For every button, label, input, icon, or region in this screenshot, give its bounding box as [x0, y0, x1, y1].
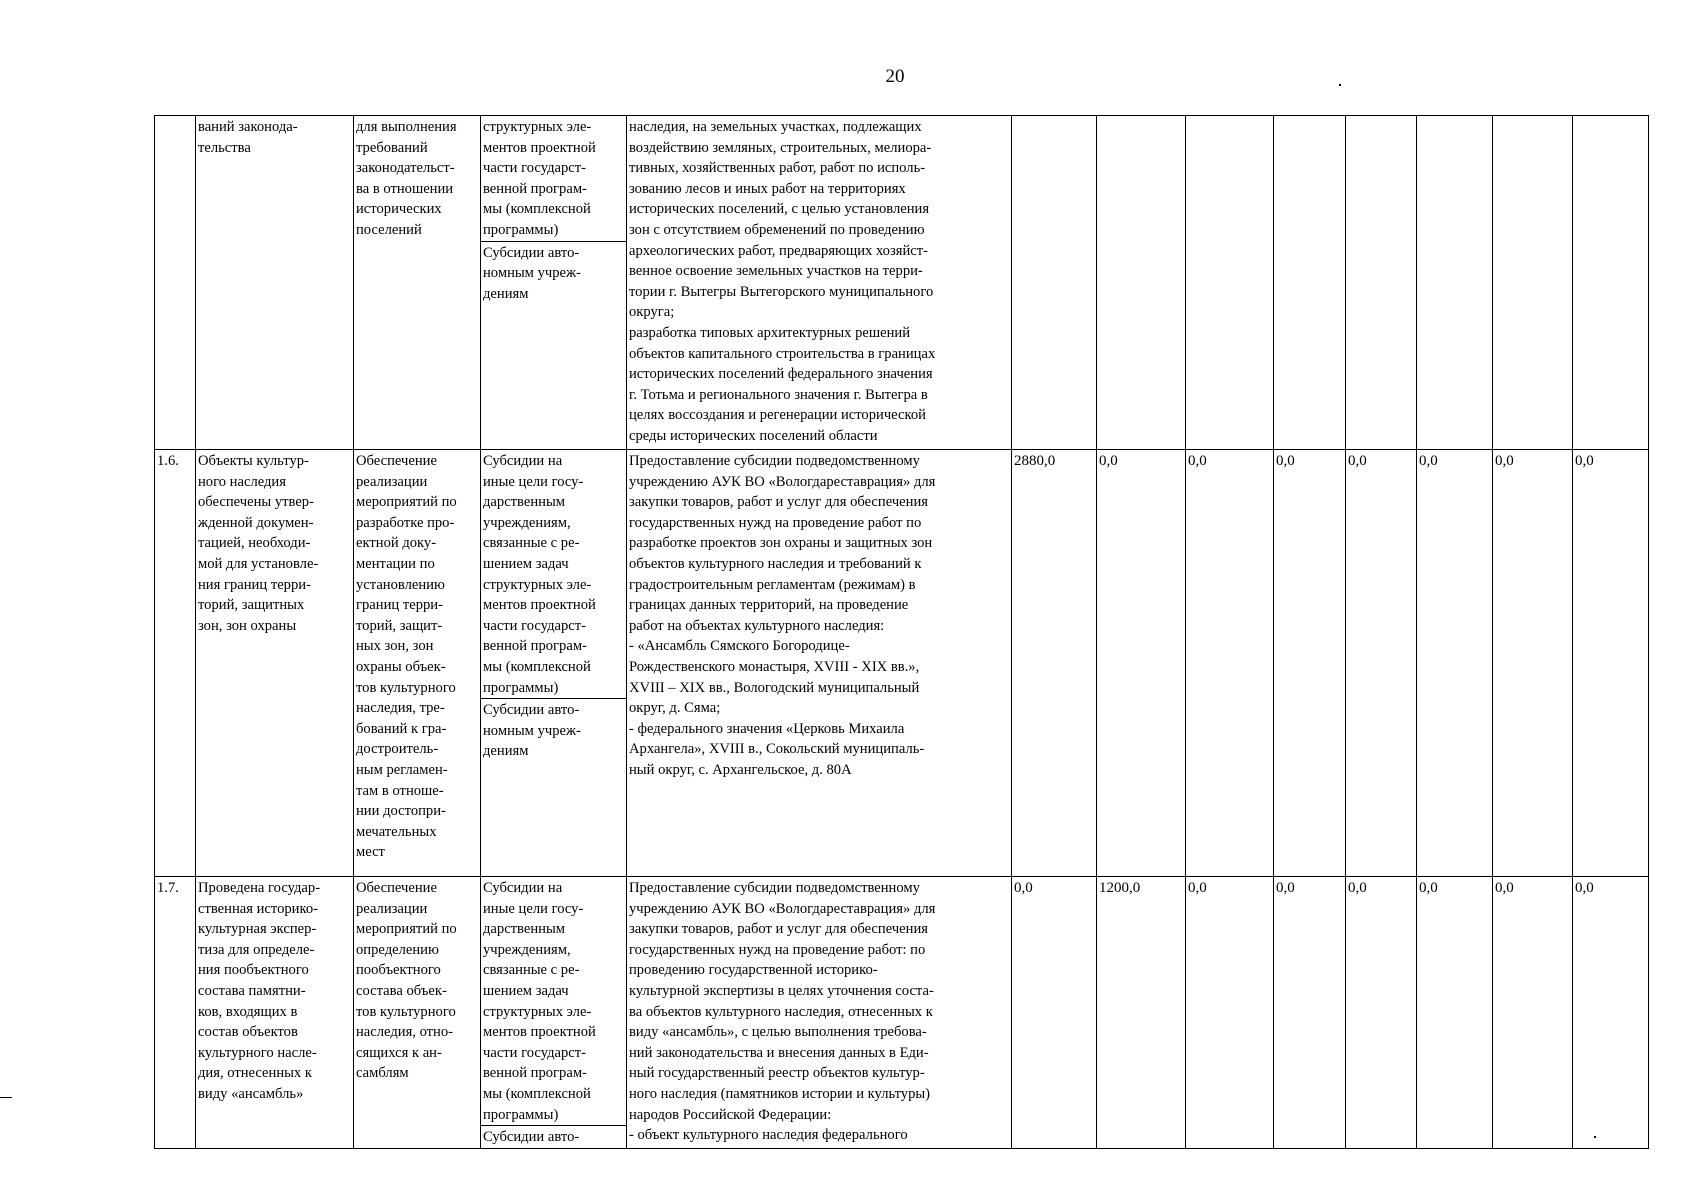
- cell-val-4: 0,0: [1274, 877, 1346, 1149]
- expense-subitem: Субсидии авто- номным учреж- дениям: [481, 698, 626, 762]
- cell-val-5: 0,0: [1346, 877, 1417, 1149]
- cell-number: [155, 116, 196, 450]
- cell-val-2: 0,0: [1097, 450, 1186, 877]
- expense-subitem: Субсидии авто-: [481, 1125, 626, 1148]
- cell-result: Объекты культур- ного наследия обеспечены утвер- жденной докумен- тацией, необходи- мой для установле- ния границ терри- торий, защитных зон, зон охраны: [196, 450, 354, 877]
- expense-subitem: Субсидии на иные цели госу- дарственным учреждениям, связанные с ре- шением задач структурных эле- ментов проектной части государст- венной програм- мы (комплексной программы): [483, 880, 596, 1123]
- cell-val-2: [1097, 116, 1186, 450]
- cell-result: ваний законода- тельства: [196, 116, 354, 450]
- cell-val-7: [1493, 116, 1573, 450]
- cell-task: Обеспечение реализации мероприятий по разработке про- ектной доку- ментации по установлению границ терри- торий, защит- ных зон, зон охраны объек- тов культурного наследия, тре- бований к гра- достроитель- ным регламен- там в отноше- нии достопри- мечательных мест: [354, 450, 481, 877]
- cell-expense-type: [481, 450, 627, 877]
- cell-val-1: 2880,0: [1012, 450, 1097, 877]
- expense-subitem: Субсидии авто- номным учреж- дениям: [481, 241, 626, 305]
- cell-val-7: 0,0: [1493, 877, 1573, 1149]
- cell-val-7: 0,0: [1493, 450, 1573, 877]
- cell-val-8: [1573, 116, 1649, 450]
- cell-number: 1.6.: [155, 450, 196, 877]
- scan-speck: [1594, 1136, 1596, 1138]
- cell-val-6: [1417, 116, 1493, 450]
- cell-val-3: 0,0: [1186, 877, 1274, 1149]
- cell-val-1: [1012, 116, 1097, 450]
- cell-val-5: 0,0: [1346, 450, 1417, 877]
- cell-val-3: [1186, 116, 1274, 450]
- table-row: [155, 116, 1649, 450]
- cell-task: для выполнения требований законодательст- ва в отношении исторических поселений: [354, 116, 481, 450]
- cell-val-5: [1346, 116, 1417, 450]
- scan-mark: [0, 1097, 12, 1098]
- cell-number: 1.7.: [155, 877, 196, 1149]
- table-row: [155, 877, 1649, 1149]
- table-row: [155, 450, 1649, 877]
- cell-val-6: 0,0: [1417, 450, 1493, 877]
- cell-activity: наследия, на земельных участках, подлежащих воздействию земляных, строительных, мелиора- тивных, хозяйственных работ, работ по исполь- зованию лесов и иных работ на территориях исторических поселений, с целью установления зон с отсутствием обременений по проведению археологических работ, предваряющих хозяйст- венное освоение земельных участков на терри- тории г. Вытегры Вытегорского муниципального округа; разработка типовых архитектурных решений объектов капитального строительства в границах исторических поселений федерального значения г. Тотьма и регионального значения г. Вытегра в целях воссоздания и регенерации исторической среды исторических поселений области: [627, 116, 1012, 450]
- cell-activity: Предоставление субсидии подведомственному учреждению АУК ВО «Вологдареставрация» для закупки товаров, работ и услуг для обеспечения государственных нужд на проведение работ: по проведению государственной историко- культурной экспертизы в целях уточнения соста- ва объектов культурного наследия, отнесенных к виду «ансамбль», с целью выполнения требова- ний законодательства и внесения данных в Еди- ный государственный реестр объектов культур- ного наследия (памятников истории и культуры) народов Российской Федерации: - объект культурного наследия федерального: [627, 877, 1012, 1149]
- cell-activity: Предоставление субсидии подведомственному учреждению АУК ВО «Вологдареставрация» для закупки товаров, работ и услуг для обеспечения государственных нужд на проведение работ по разработке проектов зон охраны и защитных зон объектов культурного наследия и требований к градостроительным регламентам (режимам) в границах данных территорий, на проведение работ на объектах культурного наследия: - «Ансамбль Сямского Богородице- Рождественского монастыря, XVIII - XIX вв.», XVIII – XIX вв., Вологодский муниципальный округ, д. Сяма; - федерального значения «Церковь Михаила Архангела», XVIII в., Сокольский муниципаль- ный округ, с. Архангельское, д. 80А: [627, 450, 1012, 877]
- cell-val-3: 0,0: [1186, 450, 1274, 877]
- cell-val-4: 0,0: [1274, 450, 1346, 877]
- cell-result: Проведена государ- ственная историко- культурная экспер- тиза для определе- ния пообъектного состава памятни- ков, входящих в состав объектов культурного насле- дия, отнесенных к виду «ансамбль»: [196, 877, 354, 1149]
- cell-val-8: 0,0: [1573, 877, 1649, 1149]
- scan-speck: [1339, 84, 1341, 86]
- cell-val-1: 0,0: [1012, 877, 1097, 1149]
- cell-val-2: 1200,0: [1097, 877, 1186, 1149]
- cell-expense-type: [481, 877, 627, 1149]
- cell-val-8: 0,0: [1573, 450, 1649, 877]
- program-activities-table: [154, 115, 1649, 1149]
- cell-val-4: [1274, 116, 1346, 450]
- expense-subitem: структурных эле- ментов проектной части государст- венной програм- мы (комплексной программы): [483, 119, 596, 238]
- cell-expense-type: [481, 116, 627, 450]
- expense-subitem: Субсидии на иные цели госу- дарственным учреждениям, связанные с ре- шением задач структурных эле- ментов проектной части государст- венной програм- мы (комплексной программы): [483, 453, 596, 696]
- cell-val-6: 0,0: [1417, 877, 1493, 1149]
- page-number: 20: [885, 66, 905, 87]
- cell-task: Обеспечение реализации мероприятий по определению пообъектного состава объек- тов культурного наследия, отно- сящихся к ан- самблям: [354, 877, 481, 1149]
